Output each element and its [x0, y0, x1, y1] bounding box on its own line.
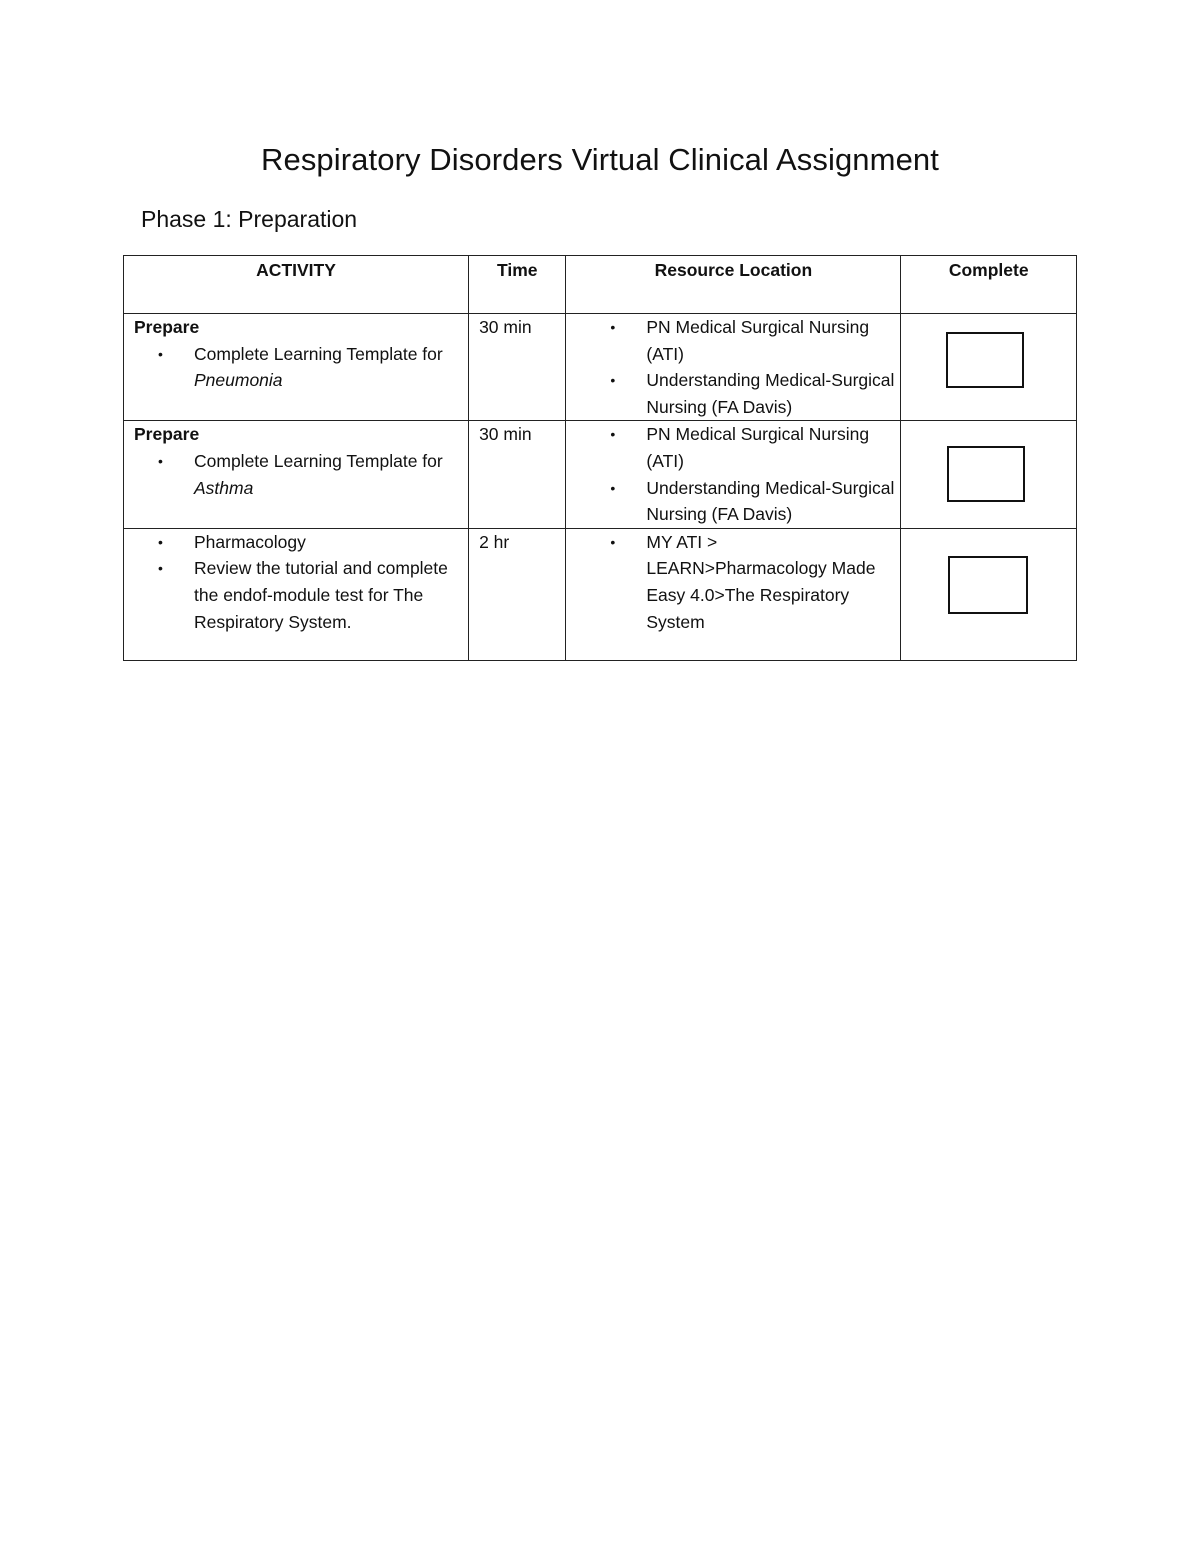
time-value: 2 hr — [479, 531, 510, 552]
list-item — [566, 529, 900, 635]
table-row — [124, 421, 1077, 528]
phase-heading: Phase 1: Preparation — [141, 206, 358, 232]
bullet-icon: • — [610, 426, 616, 443]
bullet-icon: • — [610, 319, 616, 335]
resource-text: PN Medical Surgical Nursing (ATI) — [646, 317, 870, 364]
activity-list — [124, 341, 468, 394]
bullet-icon: • — [158, 533, 163, 550]
activity-text: Complete Learning Template for — [194, 343, 443, 364]
time-value: 30 min — [479, 424, 532, 445]
resource-text: MY ATI > LEARN>Pharmacology Made Easy 4.0>The Respiratory System — [646, 531, 876, 632]
bullet-icon: • — [610, 533, 616, 550]
time-cell — [469, 528, 566, 660]
header-resource-location: Resource Location — [566, 256, 901, 314]
bullet-icon: • — [610, 372, 616, 389]
activity-heading: Prepare — [134, 317, 200, 337]
complete-checkbox[interactable] — [947, 446, 1025, 502]
time-value: 30 min — [479, 317, 532, 337]
resource-cell — [566, 528, 901, 660]
bullet-icon: • — [158, 560, 163, 577]
resource-text: PN Medical Surgical Nursing (ATI) — [646, 424, 870, 471]
complete-cell — [901, 421, 1077, 528]
activity-text: Complete Learning Template for — [194, 450, 443, 471]
complete-checkbox[interactable] — [946, 332, 1024, 388]
bullet-icon: • — [610, 479, 616, 496]
activity-table — [123, 255, 1077, 661]
resource-cell — [566, 421, 901, 528]
header-activity: ACTIVITY — [124, 256, 469, 314]
activity-cell — [124, 421, 469, 528]
header-time: Time — [469, 256, 566, 314]
resource-text: Understanding Medical-Surgical Nursing (FA Davis) — [646, 477, 895, 525]
resource-list — [566, 421, 900, 527]
header-complete: Complete — [901, 256, 1077, 314]
activity-heading: Prepare — [134, 424, 200, 445]
activity-text: Review the tutorial and complete the endof-module test for The Respiratory System. — [194, 558, 448, 632]
list-item — [566, 367, 900, 420]
activity-list — [124, 529, 468, 635]
page-title: Respiratory Disorders Virtual Clinical Assignment — [261, 142, 939, 177]
time-cell — [469, 421, 566, 528]
bullet-icon: • — [158, 345, 163, 362]
complete-checkbox[interactable] — [948, 556, 1028, 614]
table-row — [124, 314, 1077, 421]
list-item — [566, 475, 900, 528]
complete-cell — [901, 528, 1077, 660]
list-item — [566, 314, 900, 367]
resource-text: Understanding Medical-Surgical Nursing (FA Davis) — [646, 370, 895, 417]
resource-list — [566, 314, 900, 420]
activity-topic: Pneumonia — [194, 370, 283, 391]
bullet-icon: • — [158, 452, 163, 469]
table-header-row — [124, 256, 1077, 314]
activity-cell — [124, 314, 469, 421]
list-item — [124, 341, 468, 394]
list-item — [566, 421, 900, 474]
list-item — [124, 529, 468, 556]
time-cell — [469, 314, 566, 421]
resource-cell — [566, 314, 901, 421]
complete-cell — [901, 314, 1077, 421]
activity-text: Pharmacology — [194, 531, 306, 552]
table-row — [124, 528, 1077, 660]
list-item — [124, 555, 468, 635]
activity-cell — [124, 528, 469, 660]
activity-topic: Asthma — [194, 477, 254, 498]
list-item — [124, 448, 468, 501]
resource-list — [566, 529, 900, 635]
activity-list — [124, 448, 468, 501]
